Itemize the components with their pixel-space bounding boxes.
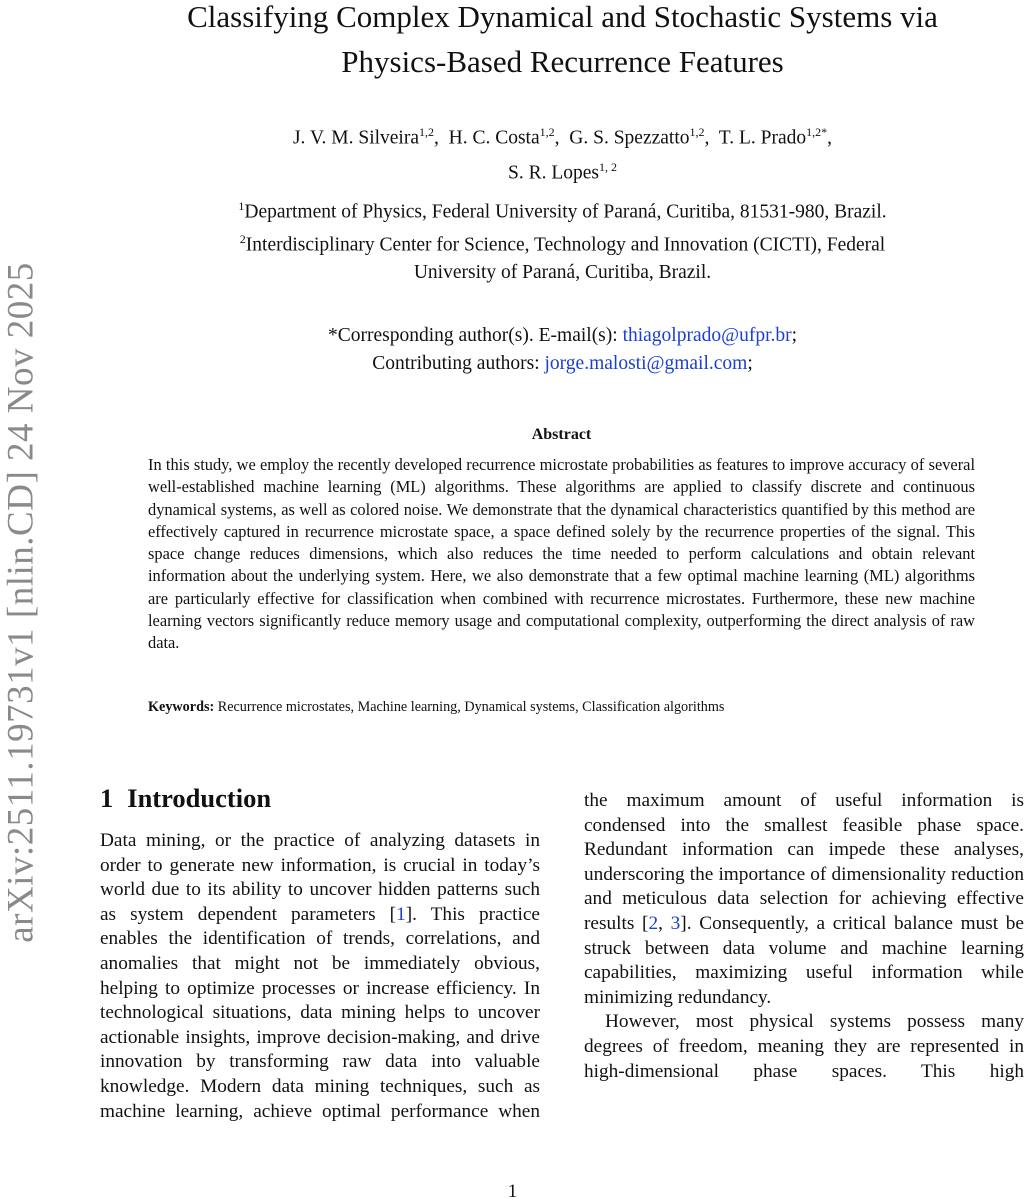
section-title: Introduction bbox=[127, 783, 272, 813]
author-affil-mark: 1,2 bbox=[419, 125, 434, 139]
author-affil-mark: 1,2* bbox=[806, 125, 828, 139]
abstract-heading: Abstract bbox=[531, 426, 592, 443]
abstract-body: In this study, we employ the recently developed recurrence microstate probabilities as features to improve accuracy of several well-established machine learning (ML) algorithms. These algorithms are applied to classify discrete and continuous dynamical systems, as well as colored noise. We demonstrate that the dynamical characteristics quantified by this method are effectively captured in recurrence microstate space, a space defined solely by the recurrence properties of the signal. This space change reduces dimensions, which also reduces the time needed to perform calculations and obtain relevant information about the underlying system. Here, we also demonstrate that a few optimal machine learning (ML) algorithms are particularly effective for classification when combined with recurrence microstates. Furthermore, these new machine learning vectors significantly reduce memory usage and computational complexity, outperforming the direct analysis of raw data. bbox=[148, 455, 975, 653]
left-column bbox=[100, 829, 540, 1124]
citation-link[interactable]: 2 bbox=[648, 912, 659, 934]
section-heading bbox=[100, 783, 271, 814]
author-affil-mark: 1,2 bbox=[539, 125, 555, 139]
author-name: H. C. Costa bbox=[448, 127, 540, 149]
arxiv-stamp-text: arXiv:2511.19731v1 [nlin.CD] 24 Nov 2025 bbox=[0, 262, 42, 943]
author-name: G. S. Spezzatto bbox=[569, 127, 690, 149]
author-name: T. L. Prado bbox=[718, 127, 807, 149]
author-affil-mark: 1, 2 bbox=[599, 159, 617, 174]
contributing-email-link[interactable]: jorge.malosti@gmail.com bbox=[544, 352, 748, 374]
intro-paragraph-1: Data mining, or the practice of analyzing datasets in order to generate new information, is crucial in today’s world due to its ability to uncover hidden patterns such as system dependent parameters [1]. This practice enables the identification of trends, correlations, and anomalies that might not be immediately obvious, helping to optimize processes or increase efficiency. In technological situations, data mining helps to uncover actionable insights, improve decision-making, and drive innovation by transforming raw data into valuable knowledge. Modern data mining techniques, such as machine learning, achieve optimal performance when bbox=[100, 830, 540, 1122]
right-column bbox=[584, 789, 1024, 1084]
affiliation-2-continued: University of Paraná, Curitiba, Brazil. bbox=[413, 262, 712, 283]
author-name: J. V. M. Silveira bbox=[292, 127, 419, 149]
affiliation-1: $^1$Department of Physics, Federal University of Paraná, Curitiba, 81531-980, Brazil. bbox=[238, 199, 887, 223]
author-list: J. V. M. Silveira$^{1,2}$, H. C. Costa$^{1,2}$, G. S. Spezzatto$^{1,2}$, T. L. Prado$^{1,2*}$, S. R. Lopes$^{1, 2}$ bbox=[292, 125, 833, 183]
intro-paragraph-2: However, most physical systems possess many degrees of freedom, meaning they are represented in high-dimensional phase spaces. This high bbox=[584, 1011, 1024, 1082]
citation-link[interactable]: 1 bbox=[396, 903, 406, 925]
keywords bbox=[148, 697, 975, 717]
affiliation-2: $^2$Interdisciplinary Center for Science, Technology and Innovation (CICTI), Federal bbox=[239, 232, 886, 256]
section-number: 1 bbox=[100, 783, 114, 813]
paper-title bbox=[100, 0, 1025, 84]
author-name: S. R. Lopes bbox=[507, 162, 599, 183]
arxiv-stamp bbox=[0, 230, 42, 975]
title-line-1: Classifying Complex Dynamical and Stochastic Systems via bbox=[187, 0, 938, 34]
keywords-label: Keywords: bbox=[148, 699, 215, 715]
contributing-label: Contributing authors: bbox=[372, 352, 540, 374]
citation-link[interactable]: 3 bbox=[670, 912, 681, 934]
corresponding-email-link[interactable]: thiagolprado@ufpr.br bbox=[622, 325, 792, 346]
author-affil-mark: 1,2 bbox=[689, 125, 705, 139]
title-line-2: Physics-Based Recurrence Features bbox=[341, 44, 784, 79]
intro-paragraph-1-continued: the maximum amount of useful information is condensed into the smallest feasible phase space. Redundant information can impede these analyses, underscoring the importance of dimensionality reduction and meticulous data selection for achieving effective results [2, 3]. Consequently, a critical balance must be struck between data volume and machine learning capabilities, maximizing useful information while minimizing redundancy. bbox=[584, 790, 1024, 1008]
keywords-text: Recurrence microstates, Machine learning, Dynamical systems, Classification algorithms bbox=[217, 699, 725, 715]
page-number: 1 bbox=[507, 1181, 518, 1202]
corresponding-label: *Corresponding author(s). E-mail(s): bbox=[327, 325, 618, 346]
affiliations bbox=[130, 193, 995, 287]
contact-info: *Corresponding author(s). E-mail(s): thiagolprado@ufpr.br; Contributing authors: jorge.malosti@gmail.com; bbox=[327, 325, 798, 374]
